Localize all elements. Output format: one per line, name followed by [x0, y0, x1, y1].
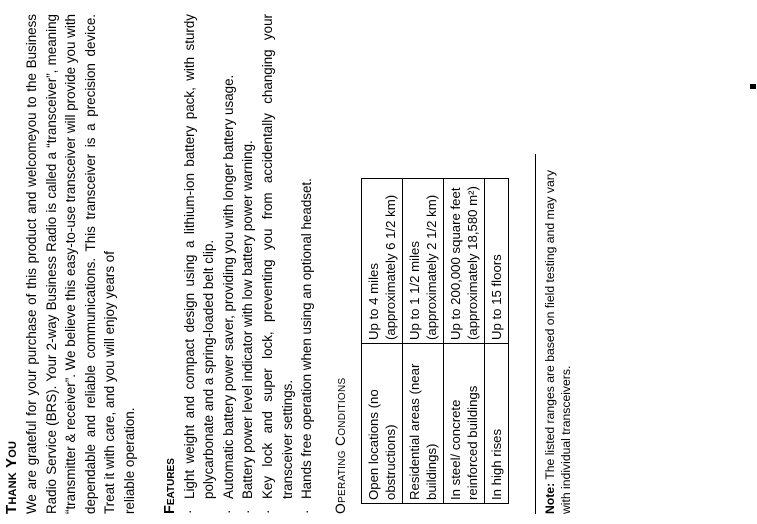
- list-item: [297, 14, 317, 514]
- thank-you-body-tail: reliable operation.: [121, 407, 137, 514]
- features-title: Features: [161, 458, 178, 514]
- bullet-icon: ·: [220, 509, 236, 514]
- note-label: Note:: [542, 482, 557, 514]
- thank-you-section: [2, 14, 140, 514]
- location-cell: In steel/ concrete reinforced buildings: [443, 344, 484, 504]
- operating-conditions-title: Operating Conditions: [332, 377, 348, 514]
- bullet-icon: ·: [299, 509, 315, 514]
- location-cell: In high rises: [484, 344, 508, 504]
- thank-you-body: We are grateful for your purchase of this product and welcomeyou to the Business Radio Service (BRS). Your 2-way Business Radio is called a “transceiver”, meaning “transmitter & receiver”. We believe this easy-to-use transceiver will provide you with dependable and reliable communications. This transceiver is a precision device. Treat it with care, and you will enjoy years of: [24, 14, 118, 514]
- feature-text: Light weight and compact design using a lithium-ion battery pack, with sturdy polycarbonate and a spring-loaded belt clip.: [181, 14, 217, 499]
- location-cell: Residential areas (near buildings): [402, 344, 443, 504]
- feature-text: Key lock and super lock, preventing you from accidentally changing your transceiver settings.: [259, 14, 295, 499]
- features-list: [180, 14, 317, 514]
- range-cell: Up to 200,000 square feet (approximately 18,580 m²): [443, 179, 484, 344]
- location-cell: Open locations (no obstructions): [361, 344, 402, 504]
- feature-text: Automatic battery power saver, providing you with longer battery usage.: [220, 74, 236, 499]
- feature-text: Battery power level indicator with low battery power warning.: [240, 140, 256, 499]
- content-column: [2, 14, 574, 514]
- operating-conditions-section: [331, 14, 509, 514]
- range-cell: Up to 1 1/2 miles (approximately 2 1/2 km): [402, 179, 443, 344]
- list-item: [238, 14, 258, 514]
- range-cell: Up to 15 floors: [484, 179, 508, 344]
- table-row: [402, 179, 443, 504]
- table-row: [484, 179, 508, 504]
- range-cell: Up to 4 miles (approximately 6 1/2 km): [361, 179, 402, 344]
- table-row: [361, 179, 402, 504]
- table-row: [443, 179, 484, 504]
- bullet-icon: ·: [259, 509, 275, 514]
- bullet-icon: ·: [181, 509, 197, 514]
- footnote: [535, 154, 574, 514]
- list-item: [258, 14, 297, 514]
- features-section: [160, 14, 317, 514]
- page-corner-mark: [750, 84, 756, 89]
- operating-conditions-table: [361, 178, 509, 504]
- thank-you-title: Thank You: [3, 440, 20, 514]
- bullet-icon: ·: [240, 509, 256, 514]
- list-item: [219, 14, 239, 514]
- list-item: [180, 14, 219, 514]
- note-text: The listed ranges are based on field testing and may vary with individual transceivers.: [542, 170, 573, 514]
- feature-text: Hands free operation when using an optional headset.: [299, 178, 315, 499]
